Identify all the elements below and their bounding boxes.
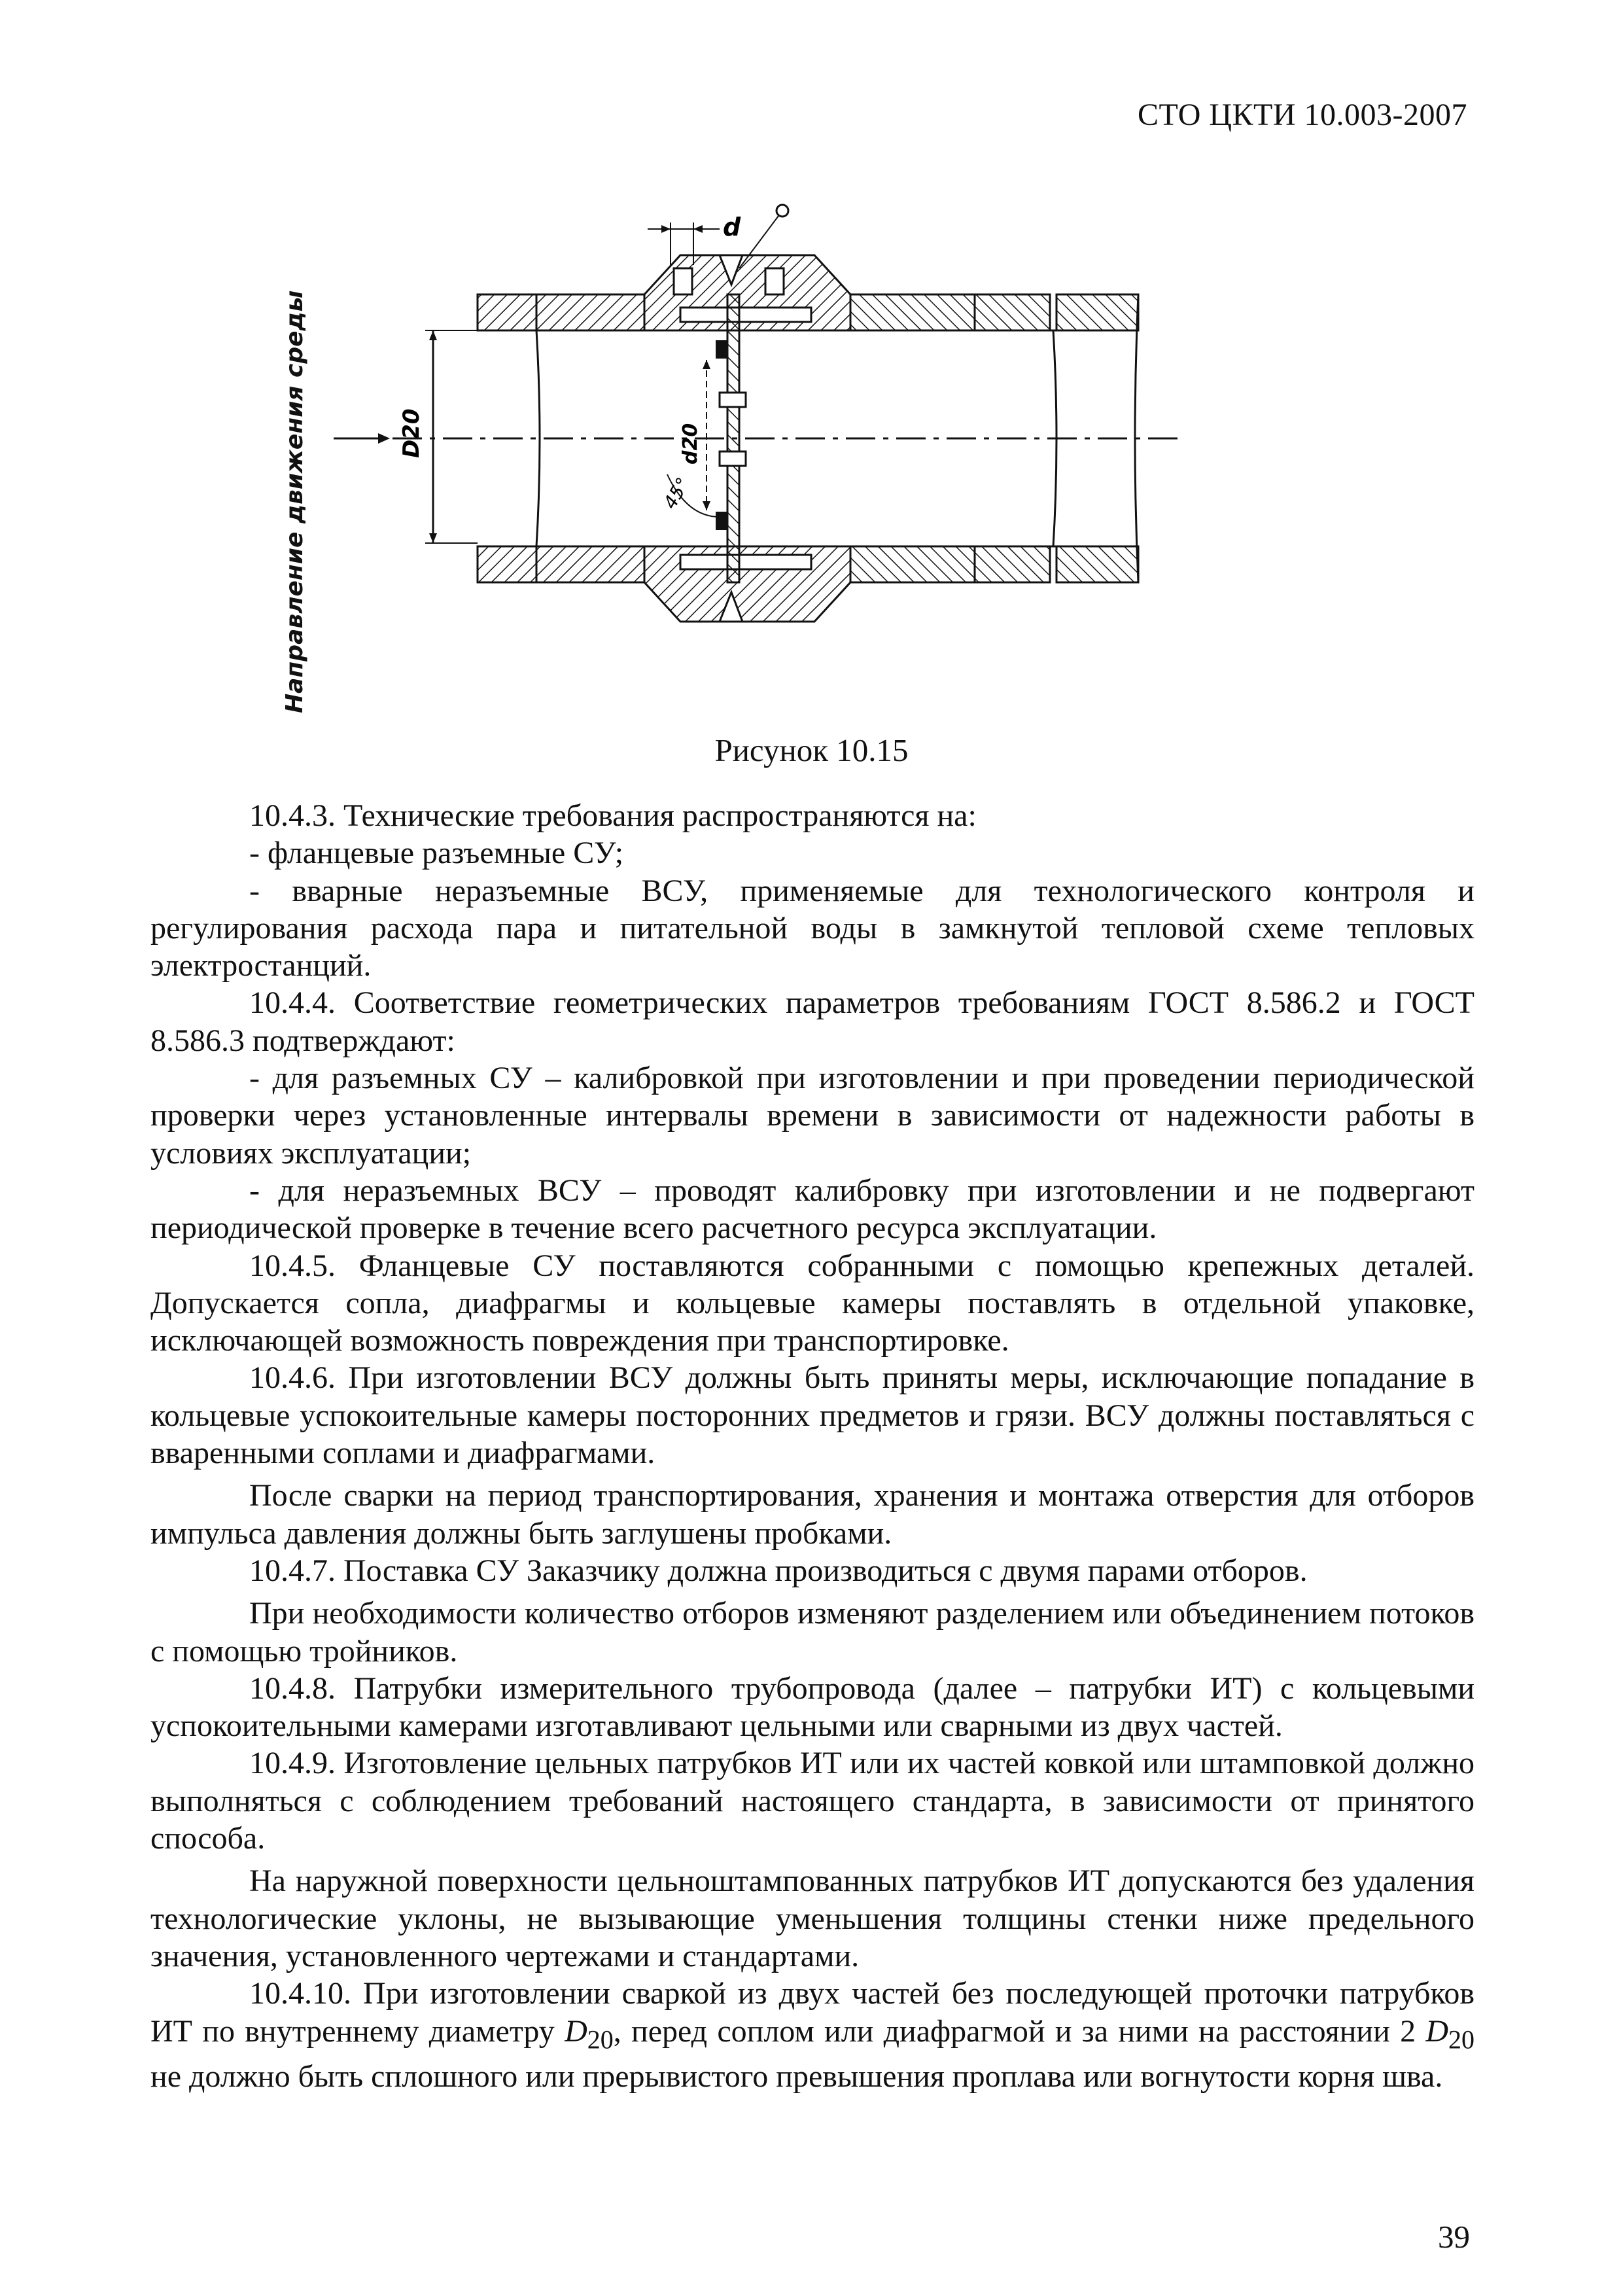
d20-outer-dimension <box>425 330 478 543</box>
list-item: - для неразъемных ВСУ – проводят калибровку при изготовлении и не подвергают периодической проверке в течение всего расчетного ресурса эксплуатации. <box>150 1173 1475 1246</box>
d-label: d <box>723 213 741 241</box>
text-run: , перед соплом или диафрагмой и за ними на расстоянии 2 <box>613 2013 1426 2049</box>
d20-label: D20 <box>398 408 425 458</box>
subscript: 20 <box>587 2024 614 2055</box>
paragraph: 10.4.5. Фланцевые СУ поставляются собранными с помощью крепежных деталей. Допускается сопла, диафрагмы и кольцевые камеры поставлять в отдельной упаковке, исключающей возможность повреждения при транспортировке. <box>150 1248 1475 1358</box>
paragraph: 10.4.9. Изготовление цельных патрубков ИТ или их частей ковкой или штамповкой должно выполняться с соблюдением требований настоящего стандарта, в зависимости от принятого способа. <box>150 1746 1475 1856</box>
paragraph: После сварки на период транспортирования, хранения и монтажа отверстия для отборов импульса давления должны быть заглушены пробками. <box>150 1478 1475 1551</box>
list-item: - для разъемных СУ – калибровкой при изготовлении и при проведении периодической проверки через установленные интервалы времени в зависимости от надежности работы в условиях эксплуатации; <box>150 1061 1475 1171</box>
text-run: не должно быть сплошного или прерывистого превышения проплава или вогнутости корня шва. <box>150 2059 1443 2094</box>
paragraph: 10.4.6. При изготовлении ВСУ должны быть приняты меры, исключающие попадание в кольцевые успокоительные камеры посторонних предметов и грязи. ВСУ должны поставляться с вваренными соплами и диафрагмами. <box>150 1360 1475 1471</box>
variable: D <box>1425 2013 1449 2049</box>
text-run: 10.4.10. При изготовлении сваркой из двух частей без последующей проточки патрубков ИТ по внутреннему диаметру <box>150 1976 1475 2049</box>
paragraph: На наружной поверхности цельноштампованных патрубков ИТ допускаются без удаления технологические уклоны, не вызывающие уменьшения толщины стенки ниже предельного значения, установленного чертежами и стандартами. <box>150 1863 1475 1973</box>
d20-inner-label: d20 <box>679 423 702 465</box>
paragraph: 10.4.3. Технические требования распространяются на: <box>249 798 977 833</box>
flow-direction-label: Направление движения среды <box>281 290 308 713</box>
paragraph: 10.4.8. Патрубки измерительного трубопровода (далее – патрубки ИТ) с кольцевыми успокоительными камерами изготавливают цельными или сварными из двух частей. <box>150 1670 1475 1744</box>
page-number: 39 <box>1438 2219 1470 2255</box>
flow-arrow-icon <box>334 433 390 444</box>
body-text <box>150 797 1475 2096</box>
paragraph: 10.4.7. Поставка СУ Заказчику должна производиться с двумя парами отборов. <box>249 1553 1308 1588</box>
technical-drawing <box>262 177 1335 739</box>
paragraph: При необходимости количество отборов изменяют разделением или объединением потоков с помощью тройников. <box>150 1596 1475 1669</box>
list-item: - фланцевые разъемные СУ; <box>249 836 624 871</box>
paragraph <box>150 1975 1475 2095</box>
figure-caption: Рисунок 10.15 <box>714 732 909 768</box>
paragraph: 10.4.4. Соответствие геометрических параметров требованиям ГОСТ 8.586.2 и ГОСТ 8.586.3 подтверждают: <box>150 985 1475 1058</box>
list-item: - вварные неразъемные ВСУ, применяемые для технологического контроля и регулирования расхода пара и питательной воды в замкнутой тепловой схеме тепловых электростанций. <box>150 873 1475 983</box>
subscript: 20 <box>1448 2024 1475 2055</box>
variable: D <box>565 2013 587 2049</box>
d20-inner-dimension <box>703 360 710 510</box>
angle-label: 45° <box>659 474 694 513</box>
document-code: СТО ЦКТИ 10.003-2007 <box>1137 97 1467 132</box>
